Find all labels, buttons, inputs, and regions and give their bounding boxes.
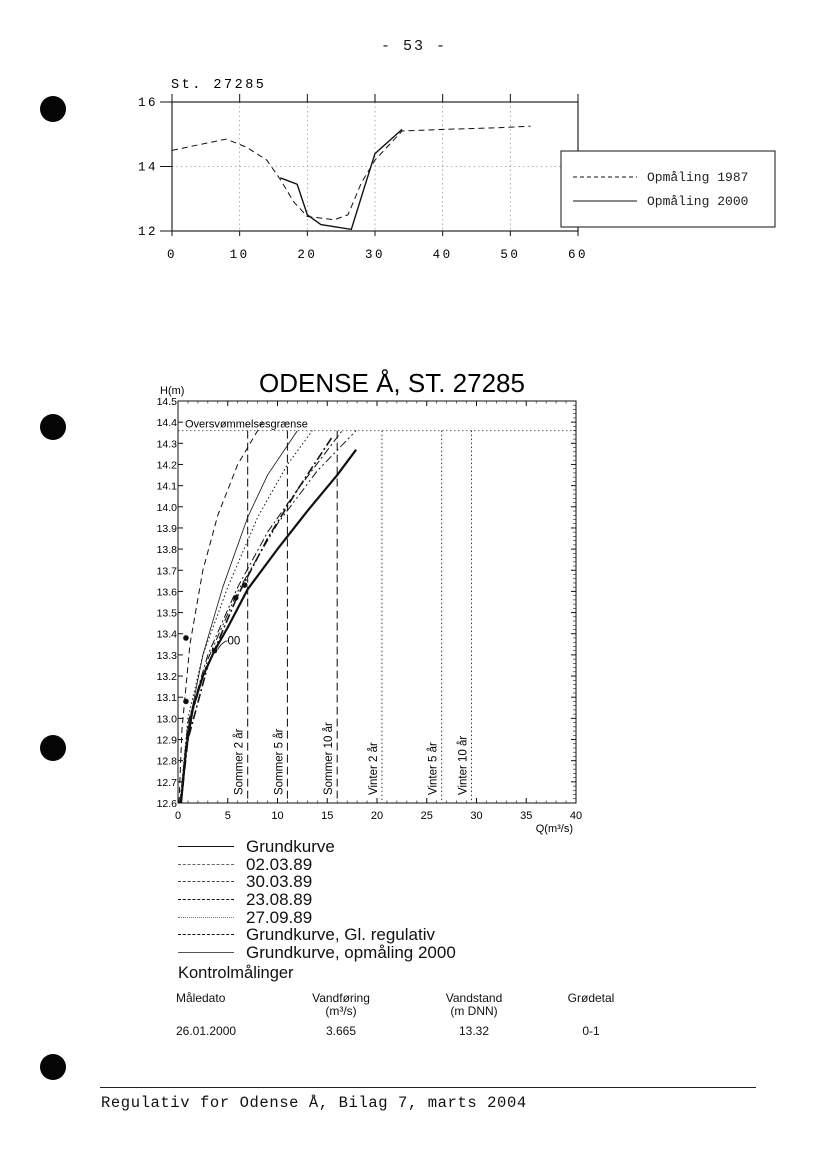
kontrol-header-level: Vandstand (m DNN) bbox=[445, 991, 503, 1018]
y-tick-label: 13.9 bbox=[156, 522, 177, 535]
measurement-point-4 bbox=[242, 582, 248, 588]
legend-label: Grundkurve, opmåling 2000 bbox=[246, 942, 456, 962]
legend-item bbox=[178, 944, 508, 962]
legend-label: Grundkurve bbox=[246, 837, 335, 857]
y-tick-label: 12.9 bbox=[156, 734, 177, 747]
kontrol-table bbox=[170, 992, 650, 1038]
y-tick-label: 14 bbox=[137, 160, 158, 175]
table-row bbox=[170, 1024, 650, 1038]
binder-hole-4 bbox=[40, 1054, 66, 1080]
legend-swatch bbox=[178, 864, 234, 865]
marker-label-4: Vinter 5 år bbox=[427, 742, 440, 795]
footer-text: Regulativ for Odense Å, Bilag 7, marts 2004 bbox=[101, 1094, 527, 1112]
kontrol-title: Kontrolmålinger bbox=[178, 964, 294, 982]
y-tick-label: 12.6 bbox=[156, 798, 177, 810]
y-tick-label: 14.0 bbox=[156, 501, 177, 514]
legend-item bbox=[178, 873, 508, 891]
kontrol-header-flow: Vandføring (m³/s) bbox=[312, 991, 370, 1018]
measurement-point-3 bbox=[233, 595, 239, 601]
y-tick-label: 16 bbox=[137, 96, 158, 110]
legend-swatch bbox=[178, 899, 234, 900]
y-tick-label: 13.1 bbox=[156, 692, 177, 705]
return-period-markers bbox=[234, 431, 472, 803]
x-tick-label: 40 bbox=[569, 810, 583, 822]
kontrol-cell-weed: 0-1 bbox=[582, 1024, 600, 1038]
x-tick-label: 20 bbox=[370, 810, 384, 822]
y-tick-label: 14.1 bbox=[156, 480, 177, 493]
legend-label: Grundkurve, Gl. regulativ bbox=[246, 925, 435, 945]
measurement-point-2 bbox=[212, 648, 218, 654]
marker-label-1: Sommer 5 år bbox=[273, 728, 286, 795]
series-line-4 bbox=[180, 431, 312, 803]
legend-swatch bbox=[178, 952, 234, 953]
rating-curve-title: ODENSE Å, ST. 27285 bbox=[259, 368, 525, 398]
x-tick-label: 30 bbox=[470, 810, 483, 822]
legend-item bbox=[178, 838, 508, 856]
y-tick-label: 12.8 bbox=[156, 755, 177, 768]
legend-swatch bbox=[178, 846, 234, 847]
x-tick-label: 0 bbox=[174, 810, 182, 822]
y-tick-label: 13.5 bbox=[156, 607, 177, 620]
y-tick-label: 14.5 bbox=[156, 396, 177, 408]
legend-item bbox=[178, 926, 508, 944]
legend-swatch bbox=[178, 881, 234, 882]
legend-label: 30.03.89 bbox=[246, 872, 313, 892]
marker-label-2: Sommer 10 år bbox=[323, 722, 336, 795]
x-tick-label: 50 bbox=[500, 248, 521, 262]
rating-curve-xlabel: Q(m³/s) bbox=[535, 823, 573, 835]
rating-curve-legend bbox=[178, 838, 508, 961]
x-tick-label: 25 bbox=[420, 810, 433, 822]
y-tick-label: 13.3 bbox=[156, 649, 177, 662]
cross-section-title: St. 27285 bbox=[171, 78, 267, 93]
marker-label-3: Vinter 2 år bbox=[367, 742, 380, 795]
legend-label-1987: Opmåling 1987 bbox=[647, 170, 749, 185]
marker-label-5: Vinter 10 år bbox=[457, 735, 470, 795]
x-tick-label: 10 bbox=[229, 248, 250, 262]
legend-label-2000: Opmåling 2000 bbox=[647, 194, 749, 209]
series-line-5 bbox=[181, 437, 332, 803]
flood-threshold bbox=[178, 419, 576, 431]
x-tick-label: 5 bbox=[224, 810, 231, 822]
kontrol-header-date: Måledato bbox=[176, 991, 226, 1005]
legend-swatch bbox=[178, 934, 234, 935]
series-line-3 bbox=[179, 422, 263, 803]
legend-item bbox=[178, 908, 508, 926]
legend-label: 23.08.89 bbox=[246, 890, 313, 910]
legend-item bbox=[178, 856, 508, 874]
series-line-2 bbox=[180, 431, 342, 803]
y-tick-label: 13.7 bbox=[156, 565, 177, 578]
legend-swatch bbox=[178, 917, 234, 918]
x-tick-label: 35 bbox=[520, 810, 533, 822]
rating-curve-ylabel: H(m) bbox=[160, 385, 185, 397]
y-tick-label: 13.0 bbox=[156, 713, 177, 726]
x-tick-label: 20 bbox=[297, 248, 318, 262]
x-tick-label: 30 bbox=[364, 248, 386, 262]
x-tick-label: 10 bbox=[271, 810, 284, 822]
threshold-label: Oversvømmelsesgrænse bbox=[185, 418, 308, 431]
y-tick-label: 12 bbox=[137, 225, 158, 239]
kontrol-cell-level: 13.32 bbox=[458, 1024, 490, 1038]
y-tick-label: 13.6 bbox=[156, 586, 177, 599]
legend-label: 27.09.89 bbox=[246, 907, 313, 927]
y-tick-label: 14.3 bbox=[156, 438, 177, 451]
marker-label-0: Sommer 2 år bbox=[233, 728, 246, 795]
page-number: - 53 - bbox=[380, 38, 447, 55]
y-tick-label: 13.8 bbox=[156, 544, 177, 557]
footer-rule bbox=[100, 1087, 756, 1088]
y-tick-label: 13.4 bbox=[156, 628, 177, 641]
legend-label: 02.03.89 bbox=[246, 854, 313, 874]
y-tick-label: 14.4 bbox=[156, 417, 177, 430]
kontrol-cell-flow: 3.665 bbox=[325, 1024, 357, 1038]
y-tick-label: 12.7 bbox=[156, 776, 177, 789]
x-tick-label: 15 bbox=[321, 810, 334, 822]
point-label: 00 bbox=[227, 635, 241, 648]
measurement-point-1 bbox=[183, 699, 189, 705]
y-tick-label: 14.2 bbox=[156, 459, 177, 472]
kontrol-header-row bbox=[170, 992, 650, 1024]
y-tick-label: 13.2 bbox=[156, 671, 177, 684]
measurement-point-0 bbox=[183, 635, 189, 641]
x-tick-label: 0 bbox=[166, 248, 178, 262]
x-tick-label: 60 bbox=[567, 248, 589, 262]
legend-item bbox=[178, 891, 508, 909]
kontrol-cell-date: 26.01.2000 bbox=[176, 1024, 237, 1038]
kontrol-header-weed: Grødetal bbox=[567, 991, 615, 1005]
x-tick-label: 40 bbox=[432, 248, 453, 262]
